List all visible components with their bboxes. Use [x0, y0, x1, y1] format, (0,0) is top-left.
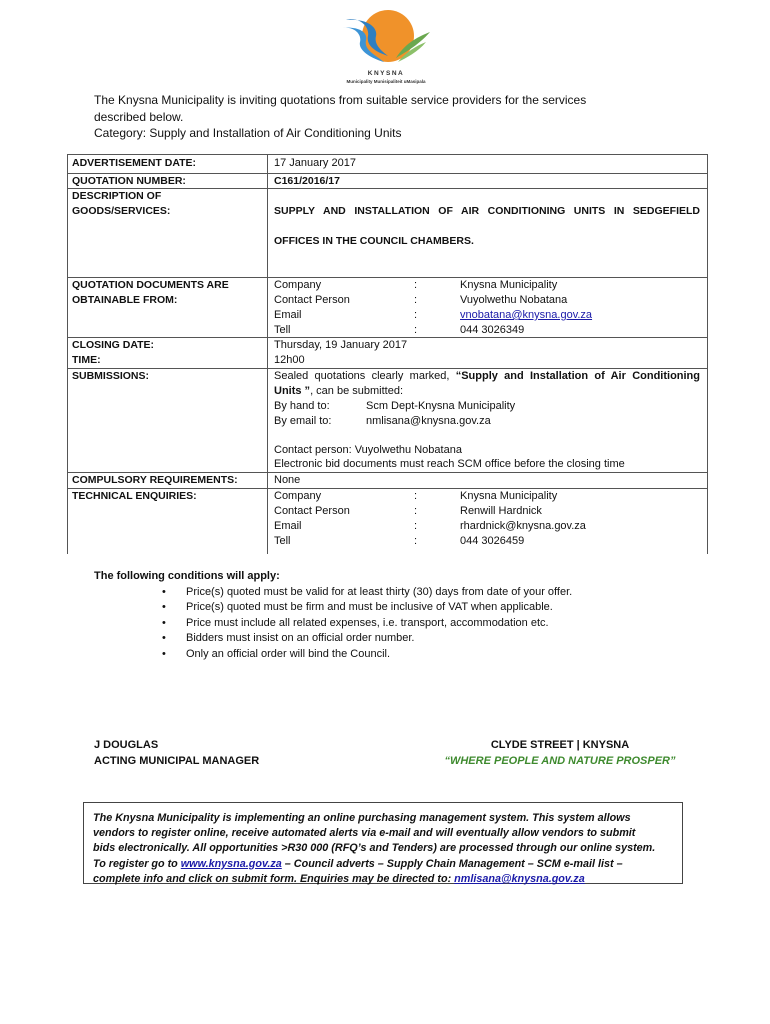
contact-key: Tell: [274, 535, 291, 547]
contact-separator: :: [414, 535, 418, 547]
submissions-label: SUBMISSIONS:: [72, 370, 150, 382]
compulsory-requirements-label: COMPULSORY REQUIREMENTS:: [72, 474, 238, 486]
time-value: 12h00: [274, 354, 305, 366]
documents-label: QUOTATION DOCUMENTS ARE: [72, 279, 229, 291]
contact-value: 044 3026349: [460, 324, 525, 336]
contact-key: Contact Person: [274, 294, 350, 306]
description-label: GOODS/SERVICES:: [72, 205, 171, 217]
contact-key: Company: [274, 490, 322, 502]
documents-label: OBTAINABLE FROM:: [72, 294, 178, 306]
quotation-number-label: QUOTATION NUMBER:: [72, 175, 186, 187]
contact-row: [274, 534, 704, 549]
contact-row: [274, 278, 704, 293]
website-link[interactable]: www.knysna.gov.za: [180, 857, 282, 870]
submissions-text: Sealed quotations clearly marked,: [274, 370, 456, 382]
contact-value: Knysna Municipality: [460, 279, 558, 291]
notice-text: To register go to: [93, 857, 181, 870]
signatory-block: [94, 737, 259, 769]
contact-separator: :: [414, 309, 418, 321]
advertisement-date-label: ADVERTISEMENT DATE:: [72, 157, 197, 169]
contact-key: Company: [274, 279, 322, 291]
documents-contact-list: [274, 278, 704, 338]
submissions-marked-title: “Supply and Installation of Air Conditioning: [455, 370, 700, 382]
list-item: • Only an official order will bind the Council.: [94, 647, 674, 663]
contact-separator: :: [414, 505, 418, 517]
contact-key: Email: [274, 309, 302, 321]
address-block: [440, 737, 680, 769]
notice-text: complete info and click on submit form. Enquiries may be directed to:: [93, 872, 455, 885]
list-item: • Price(s) quoted must be firm and must be inclusive of VAT when applicable.: [94, 600, 674, 616]
contact-key: Email: [274, 520, 302, 532]
intro-category: Category: Supply and Installation of Air Conditioning Units: [94, 126, 402, 140]
intro-line: The Knysna Municipality is inviting quotations from suitable service providers for the services: [94, 93, 587, 107]
logo-subtitle: Municipality Munisipaliteit uMasipala: [346, 79, 426, 84]
conditions-section: [94, 569, 674, 662]
table-row-divider: [67, 154, 708, 155]
compulsory-requirements-value: None: [274, 474, 301, 486]
notice-line: bids electronically. All opportunities >R30 000 (RFQ’s and Tenders) are processed through our online system.: [93, 842, 656, 855]
description-value: OFFICES IN THE COUNCIL CHAMBERS.: [274, 235, 474, 247]
submission-value: Scm Dept-Knysna Municipality: [366, 400, 516, 412]
contact-row: [274, 519, 704, 534]
submissions-line: [274, 384, 403, 399]
list-item: • Price must include all related expenses, i.e. transport, accommodation etc.: [94, 616, 674, 632]
contact-row: [274, 293, 704, 308]
closing-date-label: CLOSING DATE:: [72, 339, 155, 351]
contact-separator: :: [414, 490, 418, 502]
technical-contact-list: [274, 489, 704, 549]
contact-separator: :: [414, 520, 418, 532]
submissions-contact: Contact person: Vuyolwethu Nobatana: [274, 444, 462, 456]
contact-value: Knysna Municipality: [460, 490, 558, 502]
submission-key: By hand to:: [274, 400, 330, 412]
submission-methods: [274, 399, 704, 429]
submissions-electronic-note: Electronic bid documents must reach SCM office before the closing time: [274, 458, 625, 470]
submission-key: By email to:: [274, 415, 332, 427]
contact-row: [274, 489, 704, 504]
knysna-logo: [330, 6, 442, 86]
quotation-table: [67, 154, 708, 554]
submissions-marked-title: Units ”: [274, 385, 311, 397]
contact-separator: :: [414, 294, 418, 306]
submissions-text: , can be submitted:: [310, 385, 404, 397]
description-value: SUPPLY AND INSTALLATION OF AIR CONDITIONING UNITS IN SEDGEFIELD: [274, 205, 700, 217]
logo-emblem-icon: [340, 6, 434, 68]
contact-value: rhardnick@knysna.gov.za: [460, 520, 586, 532]
contact-key: Tell: [274, 324, 291, 336]
contact-row: [274, 504, 704, 519]
table-border: [67, 154, 68, 554]
submission-row: [274, 399, 704, 414]
notice-line: The Knysna Municipality is implementing an online purchasing management system. This system allows: [93, 812, 631, 824]
list-item: • Price(s) quoted must be valid for at least thirty (30) days from date of your offer.: [94, 585, 674, 601]
closing-date-value: Thursday, 19 January 2017: [274, 339, 408, 351]
contact-separator: :: [414, 324, 418, 336]
contact-email-link[interactable]: vnobatana@knysna.gov.za: [460, 309, 593, 321]
contact-row: [274, 308, 704, 323]
intro-line: described below.: [94, 109, 184, 124]
description-label: DESCRIPTION OF: [72, 190, 162, 202]
table-border: [707, 154, 708, 554]
notice-line: [93, 872, 678, 887]
logo-name: KNYSNA: [367, 70, 405, 77]
submissions-line: [274, 369, 700, 384]
table-column-divider: [267, 154, 268, 554]
contact-separator: :: [414, 279, 418, 291]
notice-line: [93, 857, 678, 872]
enquiries-email-link[interactable]: nmlisana@knysna.gov.za: [454, 872, 585, 885]
online-system-notice: [83, 802, 683, 884]
notice-line: vendors to register online, receive automated alerts via e-mail and will eventually allow vendors to submit: [93, 827, 636, 840]
submission-row: [274, 414, 704, 429]
notice-text: – Council adverts – Supply Chain Management – SCM e-mail list –: [281, 857, 623, 870]
signatory-title: ACTING MUNICIPAL MANAGER: [94, 755, 260, 767]
technical-enquiries-label: TECHNICAL ENQUIRIES:: [72, 490, 197, 502]
address: CLYDE STREET | KNYSNA: [490, 739, 630, 751]
contact-value: Renwill Hardnick: [460, 505, 542, 517]
contact-row: [274, 323, 704, 338]
contact-key: Contact Person: [274, 505, 350, 517]
motto: “WHERE PEOPLE AND NATURE PROSPER”: [444, 755, 676, 767]
time-label: TIME:: [72, 354, 101, 366]
signatory-name: J DOUGLAS: [94, 739, 159, 751]
list-item: • Bidders must insist on an official order number.: [94, 631, 674, 647]
quotation-number-value: C161/2016/17: [274, 175, 340, 187]
advertisement-date-value: 17 January 2017: [274, 157, 356, 169]
contact-value: Vuyolwethu Nobatana: [460, 294, 568, 306]
intro-text: [94, 92, 674, 142]
conditions-list: [94, 585, 674, 663]
submission-email: nmlisana@knysna.gov.za: [366, 415, 491, 427]
contact-value: 044 3026459: [460, 535, 525, 547]
conditions-heading: The following conditions will apply:: [94, 570, 280, 582]
